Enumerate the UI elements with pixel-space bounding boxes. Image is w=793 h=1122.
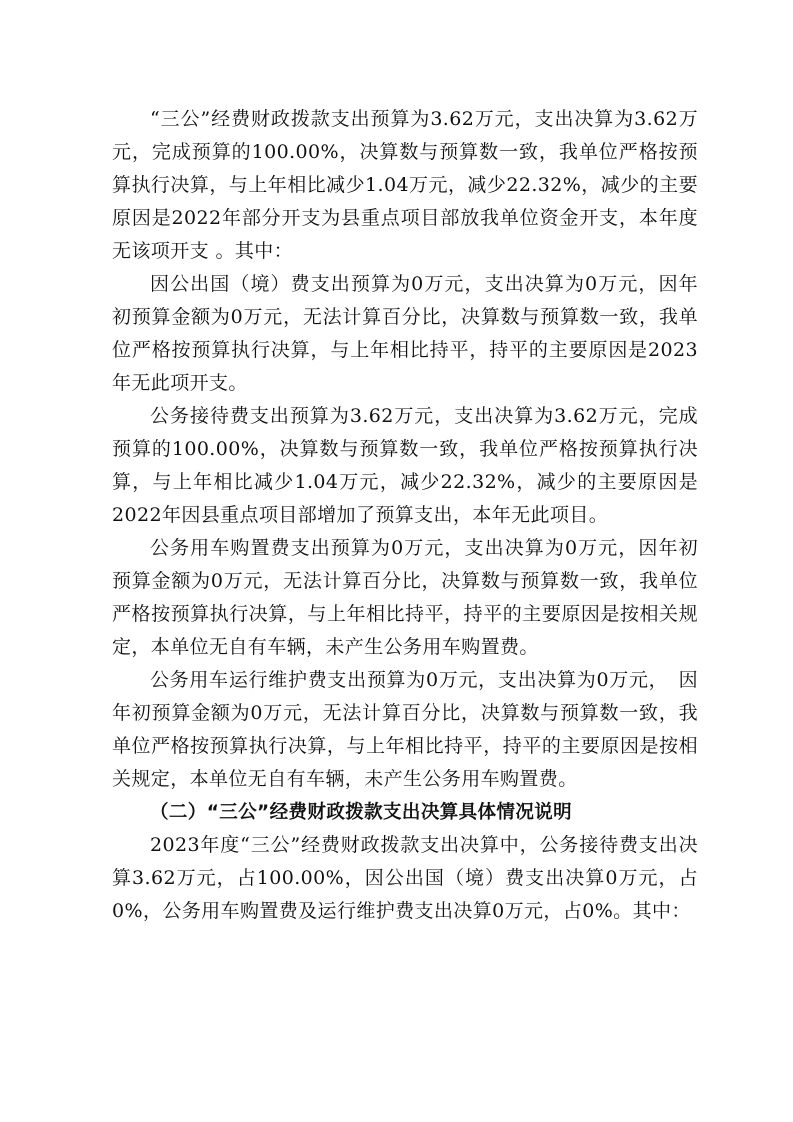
paragraph-closing-summary: 2023年度“三公”经费财政拨款支出决算中，公务接待费支出决算3.62万元，占100.00%，因公出国（境）费支出决算0万元，占0%，公务用车购置费及运行维护费支出决算0万元，占0%。其中：	[112, 834, 698, 922]
paragraph-vehicle-purchase: 公务用车购置费支出预算为0万元，支出决算为0万元，因年初预算金额为0万元，无法计算百分比，决算数与预算数一致，我单位严格按预算执行决算，与上年相比持平，持平的主要原因是按相关规定，本单位无自有车辆，未产生公务用车购置费。	[112, 537, 698, 658]
paragraph-official-reception: 公务接待费支出预算为3.62万元，支出决算为3.62万元，完成预算的100.00%，决算数与预算数一致，我单位严格按预算执行决算，与上年相比减少1.04万元，减少22.32%，减少的主要原因是2022年因县重点项目部增加了预算支出，本年无此项目。	[112, 405, 698, 526]
paragraph-overseas-travel: 因公出国（境）费支出预算为0万元，支出决算为0万元，因年初预算金额为0万元，无法计算百分比，决算数与预算数一致，我单位严格按预算执行决算，与上年相比持平，持平的主要原因是2023年无此项开支。	[112, 273, 698, 394]
paragraph-vehicle-operation: 公务用车运行维护费支出预算为0万元，支出决算为0万元， 因年初预算金额为0万元，无法计算百分比，决算数与预算数一致，我单位严格按预算执行决算，与上年相比持平，持平的主要原因是按相关规定，本单位无自有车辆，未产生公务用车购置费。	[112, 669, 698, 790]
section-heading: （二）“三公”经费财政拨款支出决算具体情况说明	[150, 802, 573, 823]
paragraph-sangong-overview: “三公”经费财政拨款支出预算为3.62万元，支出决算为3.62万元，完成预算的100.00%，决算数与预算数一致，我单位严格按预算执行决算，与上年相比减少1.04万元，减少22.32%，减少的主要原因是2022年部分开支为县重点项目部放我单位资金开支，本年度无该项开支 。其中：	[112, 108, 698, 262]
document-body	[112, 103, 698, 928]
